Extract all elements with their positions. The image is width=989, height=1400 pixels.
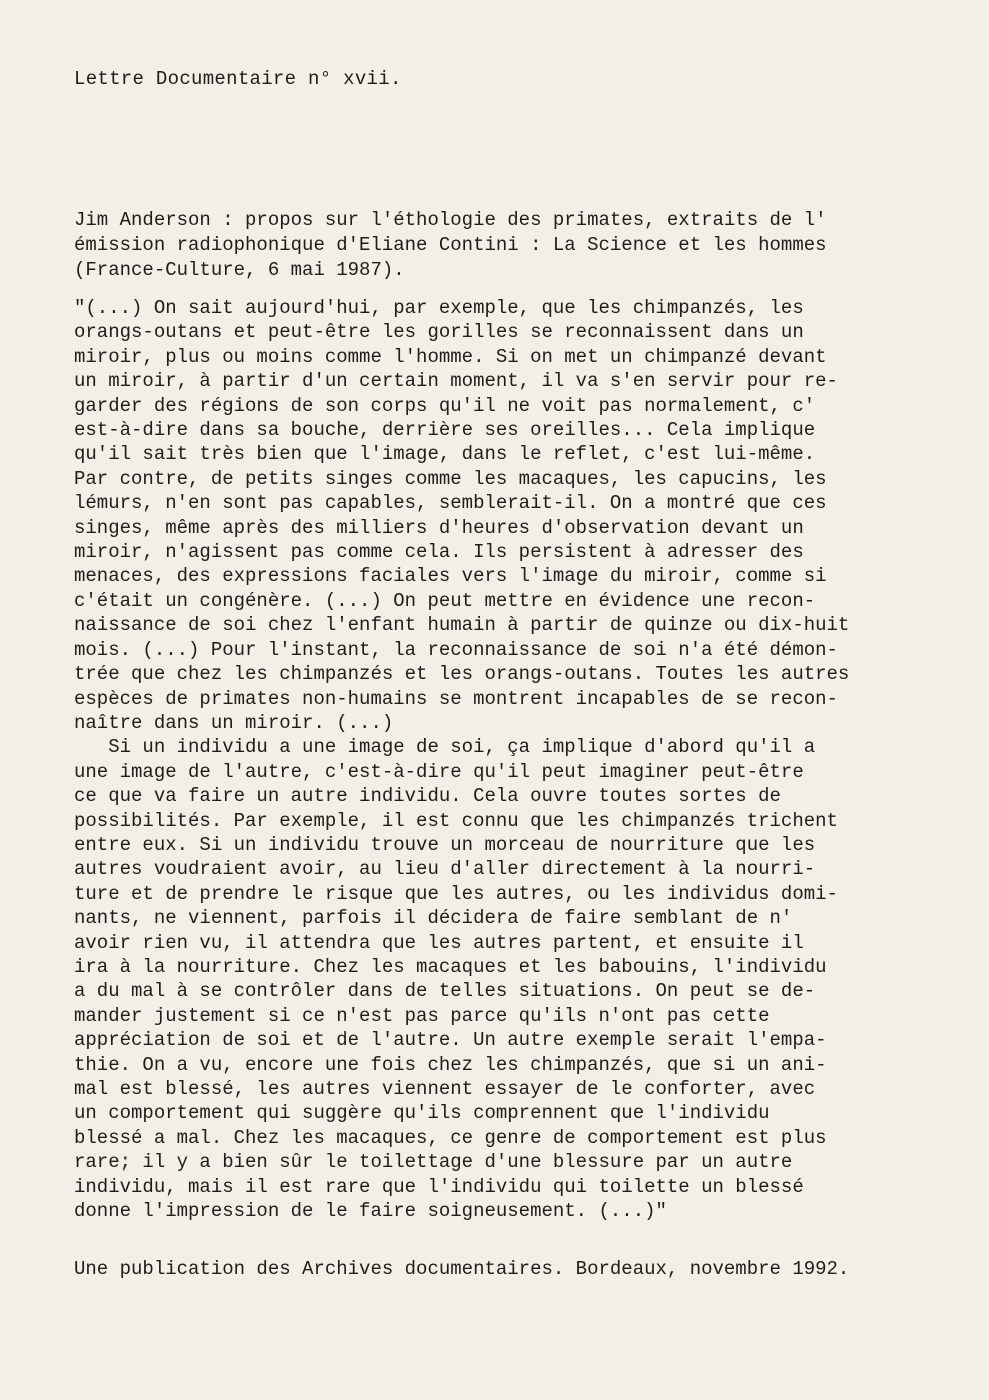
text-line: orangs-outans et peut-être les gorilles se reconnaissent dans un	[74, 321, 804, 344]
text-line: naître dans un miroir. (...)	[74, 711, 394, 734]
text-line: c'était un congénère. (...) On peut mettre en évidence une recon-	[74, 589, 816, 612]
text-line: un comportement qui suggère qu'ils comprennent que l'individu	[74, 1102, 770, 1125]
text-line: avoir rien vu, il attendra que les autres partent, et ensuite il	[74, 931, 804, 954]
text-line: rare; il y a bien sûr le toilettage d'une blessure par un autre	[74, 1151, 793, 1174]
text-line: naissance de soi chez l'enfant humain à partir de quinze ou dix-huit	[74, 614, 850, 637]
publication-footer: Une publication des Archives documentaires. Bordeaux, novembre 1992.	[74, 1258, 850, 1280]
text-line: trée que chez les chimpanzés et les orangs-outans. Toutes les autres	[74, 663, 850, 686]
text-line: garder des régions de son corps qu'il ne voit pas normalement, c'	[74, 394, 816, 417]
text-line: une image de l'autre, c'est-à-dire qu'il peut imaginer peut-être	[74, 760, 804, 783]
text-line: autres voudraient avoir, au lieu d'aller directement à la nourri-	[74, 858, 816, 881]
text-line: Si un individu a une image de soi, ça implique d'abord qu'il a	[74, 736, 816, 759]
text-line: nants, ne viennent, parfois il décidera de faire semblant de n'	[74, 907, 793, 930]
text-line: espèces de primates non-humains se montrent incapables de se recon-	[74, 687, 838, 710]
text-line: a du mal à se contrôler dans de telles situations. On peut se de-	[74, 980, 816, 1003]
text-line: ira à la nourriture. Chez les macaques et les babouins, l'individu	[74, 955, 827, 978]
text-line: menaces, des expressions faciales vers l'image du miroir, comme si	[74, 565, 827, 588]
text-line: "(...) On sait aujourd'hui, par exemple, que les chimpanzés, les	[74, 297, 804, 319]
text-line: mois. (...) Pour l'instant, la reconnaissance de soi n'a été démon-	[74, 638, 838, 661]
document-title: Lettre Documentaire n° xvii.	[74, 68, 402, 90]
text-line: Jim Anderson : propos sur l'éthologie des primates, extraits de l'	[74, 209, 827, 231]
text-line: donne l'impression de le faire soigneusement. (...)"	[74, 1200, 667, 1223]
text-line: Par contre, de petits singes comme les macaques, les capucins, les	[74, 467, 827, 490]
text-line: ture et de prendre le risque que les autres, ou les individus domi-	[74, 882, 838, 905]
text-line: possibilités. Par exemple, il est connu que les chimpanzés trichent	[74, 809, 838, 832]
quote-body	[74, 296, 934, 1223]
text-line: (France-Culture, 6 mai 1987).	[74, 259, 405, 281]
text-line: thie. On a vu, encore une fois chez les chimpanzés, que si un ani-	[74, 1053, 827, 1076]
text-line: individu, mais il est rare que l'individu qui toilette un blessé	[74, 1175, 804, 1198]
text-line: émission radiophonique d'Eliane Contini : La Science et les hommes	[74, 234, 827, 256]
text-line: miroir, n'agissent pas comme cela. Ils persistent à adresser des	[74, 541, 804, 564]
text-line: ce que va faire un autre individu. Cela ouvre toutes sortes de	[74, 785, 781, 808]
text-line: entre eux. Si un individu trouve un morceau de nourriture que les	[74, 833, 816, 856]
text-line: un miroir, à partir d'un certain moment, il va s'en servir pour re-	[74, 370, 838, 393]
text-line: blessé a mal. Chez les macaques, ce genre de comportement est plus	[74, 1126, 827, 1149]
intro-paragraph	[74, 208, 934, 283]
text-line: mal est blessé, les autres viennent essayer de le conforter, avec	[74, 1078, 816, 1100]
text-line: mander justement si ce n'est pas parce qu'ils n'ont pas cette	[74, 1004, 770, 1027]
text-line: qu'il sait très bien que l'image, dans le reflet, c'est lui-même.	[74, 443, 816, 466]
text-line: est-à-dire dans sa bouche, derrière ses oreilles... Cela implique	[74, 419, 816, 442]
text-line: appréciation de soi et de l'autre. Un autre exemple serait l'empa-	[74, 1029, 827, 1052]
text-line: singes, même après des milliers d'heures d'observation devant un	[74, 516, 804, 539]
text-line: lémurs, n'en sont pas capables, semblerait-il. On a montré que ces	[74, 492, 827, 515]
text-line: miroir, plus ou moins comme l'homme. Si on met un chimpanzé devant	[74, 345, 827, 368]
